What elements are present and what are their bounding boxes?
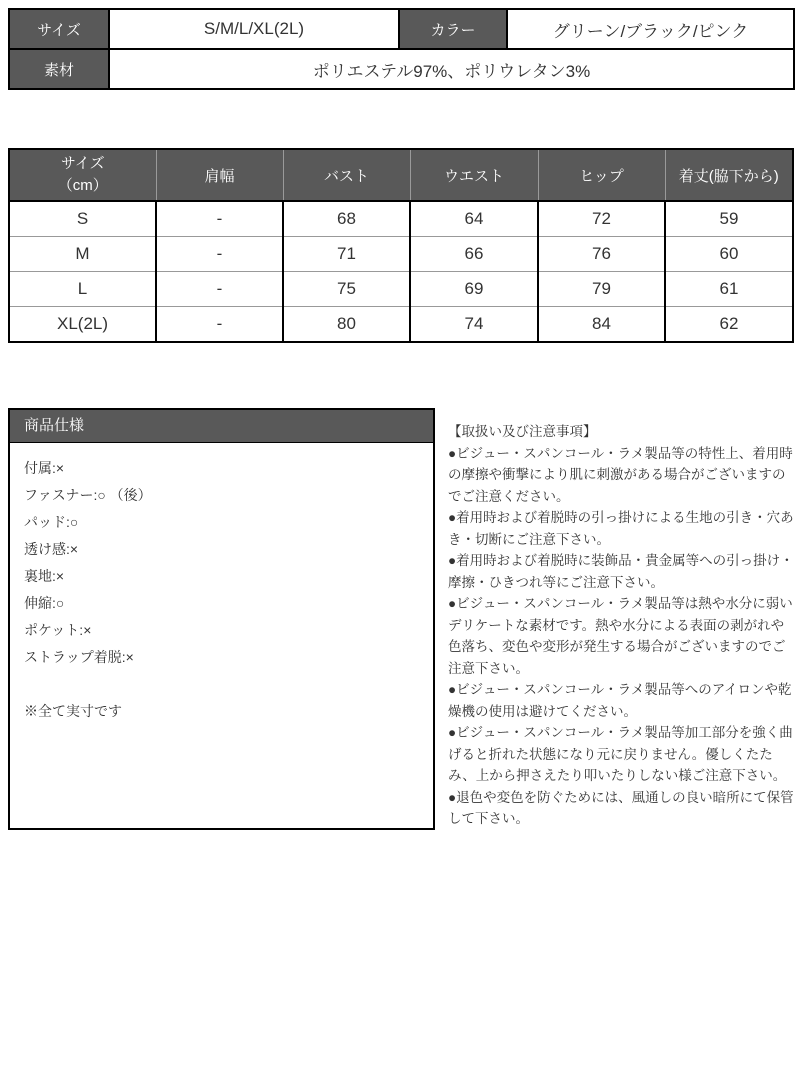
- header-length: 着丈(脇下から): [665, 149, 793, 201]
- care-note-item: ●ビジュー・スパンコール・ラメ製品等の特性上、着用時の摩擦や衝撃により肌に刺激がある場合がございますのでご注意ください。: [448, 445, 793, 504]
- spec-item-fuzoku: 付属:×: [24, 460, 65, 476]
- color-value-cell: グリーン/ブラック/ピンク: [507, 9, 794, 49]
- care-note-item: ●退色や変色を防ぐためには、風通しの良い暗所にて保管して下さい。: [448, 789, 794, 826]
- cell-length: 62: [665, 307, 793, 343]
- product-spec-title: 商品仕様: [10, 410, 433, 443]
- spec-item-fastener: ファスナー:○ （後）: [24, 487, 152, 503]
- size-chart-table: [8, 148, 794, 343]
- cell-waist: 64: [410, 201, 538, 237]
- care-note-item: ●着用時および着脱時に装飾品・貴金属等への引っ掛け・摩擦・ひきつれ等にご注意下さい。: [448, 553, 794, 590]
- cell-shoulder: -: [156, 272, 283, 307]
- cell-hip: 84: [538, 307, 665, 343]
- cell-waist: 69: [410, 272, 538, 307]
- size-row-l: [9, 272, 793, 307]
- cell-size: S: [9, 201, 156, 237]
- cell-hip: 76: [538, 237, 665, 272]
- spec-item-shinshuku: 伸縮:○: [24, 595, 65, 611]
- care-notes-title: 【取扱い及び注意事項】: [448, 424, 597, 439]
- cell-size: M: [9, 237, 156, 272]
- info-table: [8, 8, 795, 90]
- size-chart-header-row: [9, 149, 793, 201]
- care-note-item: ●ビジュー・スパンコール・ラメ製品等へのアイロンや乾燥機の使用は避けてください。: [448, 682, 792, 719]
- spec-item-pad: パッド:○: [24, 514, 79, 530]
- material-value-cell: ポリエステル97%、ポリウレタン3%: [109, 49, 794, 89]
- cell-bust: 80: [283, 307, 410, 343]
- size-row-xl2l: [9, 307, 793, 343]
- size-row-s: [9, 201, 793, 237]
- header-bust: バスト: [283, 149, 410, 201]
- cell-length: 61: [665, 272, 793, 307]
- care-notes: [448, 421, 796, 830]
- size-row-m: [9, 237, 793, 272]
- care-note-item: ●ビジュー・スパンコール・ラメ製品等は熱や水分に弱いデリケートな素材です。熱や水分による表面の剥がれや色落ち、変色や変形が発生する場合がございますのでご注意下さい。: [448, 596, 793, 676]
- header-size-line2: （cm）: [57, 177, 108, 194]
- spec-item-pocket: ポケット:×: [24, 622, 92, 638]
- product-spec-box: [8, 408, 435, 830]
- care-note-item: ●ビジュー・スパンコール・ラメ製品等加工部分を強く曲げると折れた状態になり元に戻りません。優しくたたみ、上から押さえたり叩いたりしない様ご注意下さい。: [448, 725, 793, 783]
- cell-size: XL(2L): [9, 307, 156, 343]
- header-waist: ウエスト: [410, 149, 538, 201]
- size-value-cell: S/M/L/XL(2L): [109, 9, 399, 49]
- cell-hip: 79: [538, 272, 665, 307]
- cell-bust: 68: [283, 201, 410, 237]
- cell-bust: 75: [283, 272, 410, 307]
- info-row-material: [9, 49, 794, 89]
- care-note-item: ●着用時および着脱時の引っ掛けによる生地の引き・穴あき・切断にご注意下さい。: [448, 510, 794, 547]
- spec-item-strap: ストラップ着脱:×: [24, 649, 134, 665]
- header-size-line1: サイズ: [60, 155, 105, 172]
- cell-length: 60: [665, 237, 793, 272]
- header-size-cm: [9, 149, 156, 201]
- spec-item-sukekan: 透け感:×: [24, 541, 79, 557]
- product-spec-list: [10, 455, 433, 671]
- material-label-cell: 素材: [9, 49, 109, 89]
- cell-shoulder: -: [156, 307, 283, 343]
- size-label-cell: サイズ: [9, 9, 109, 49]
- spec-item-uraji: 裏地:×: [24, 568, 65, 584]
- header-hip: ヒップ: [538, 149, 665, 201]
- cell-waist: 74: [410, 307, 538, 343]
- color-label-cell: カラー: [399, 9, 507, 49]
- cell-waist: 66: [410, 237, 538, 272]
- cell-shoulder: -: [156, 201, 283, 237]
- cell-hip: 72: [538, 201, 665, 237]
- cell-length: 59: [665, 201, 793, 237]
- cell-size: L: [9, 272, 156, 307]
- cell-bust: 71: [283, 237, 410, 272]
- cell-shoulder: -: [156, 237, 283, 272]
- header-shoulder: 肩幅: [156, 149, 283, 201]
- spec-measure-note: ※全て実寸です: [24, 703, 122, 719]
- info-row-size-color: [9, 9, 794, 49]
